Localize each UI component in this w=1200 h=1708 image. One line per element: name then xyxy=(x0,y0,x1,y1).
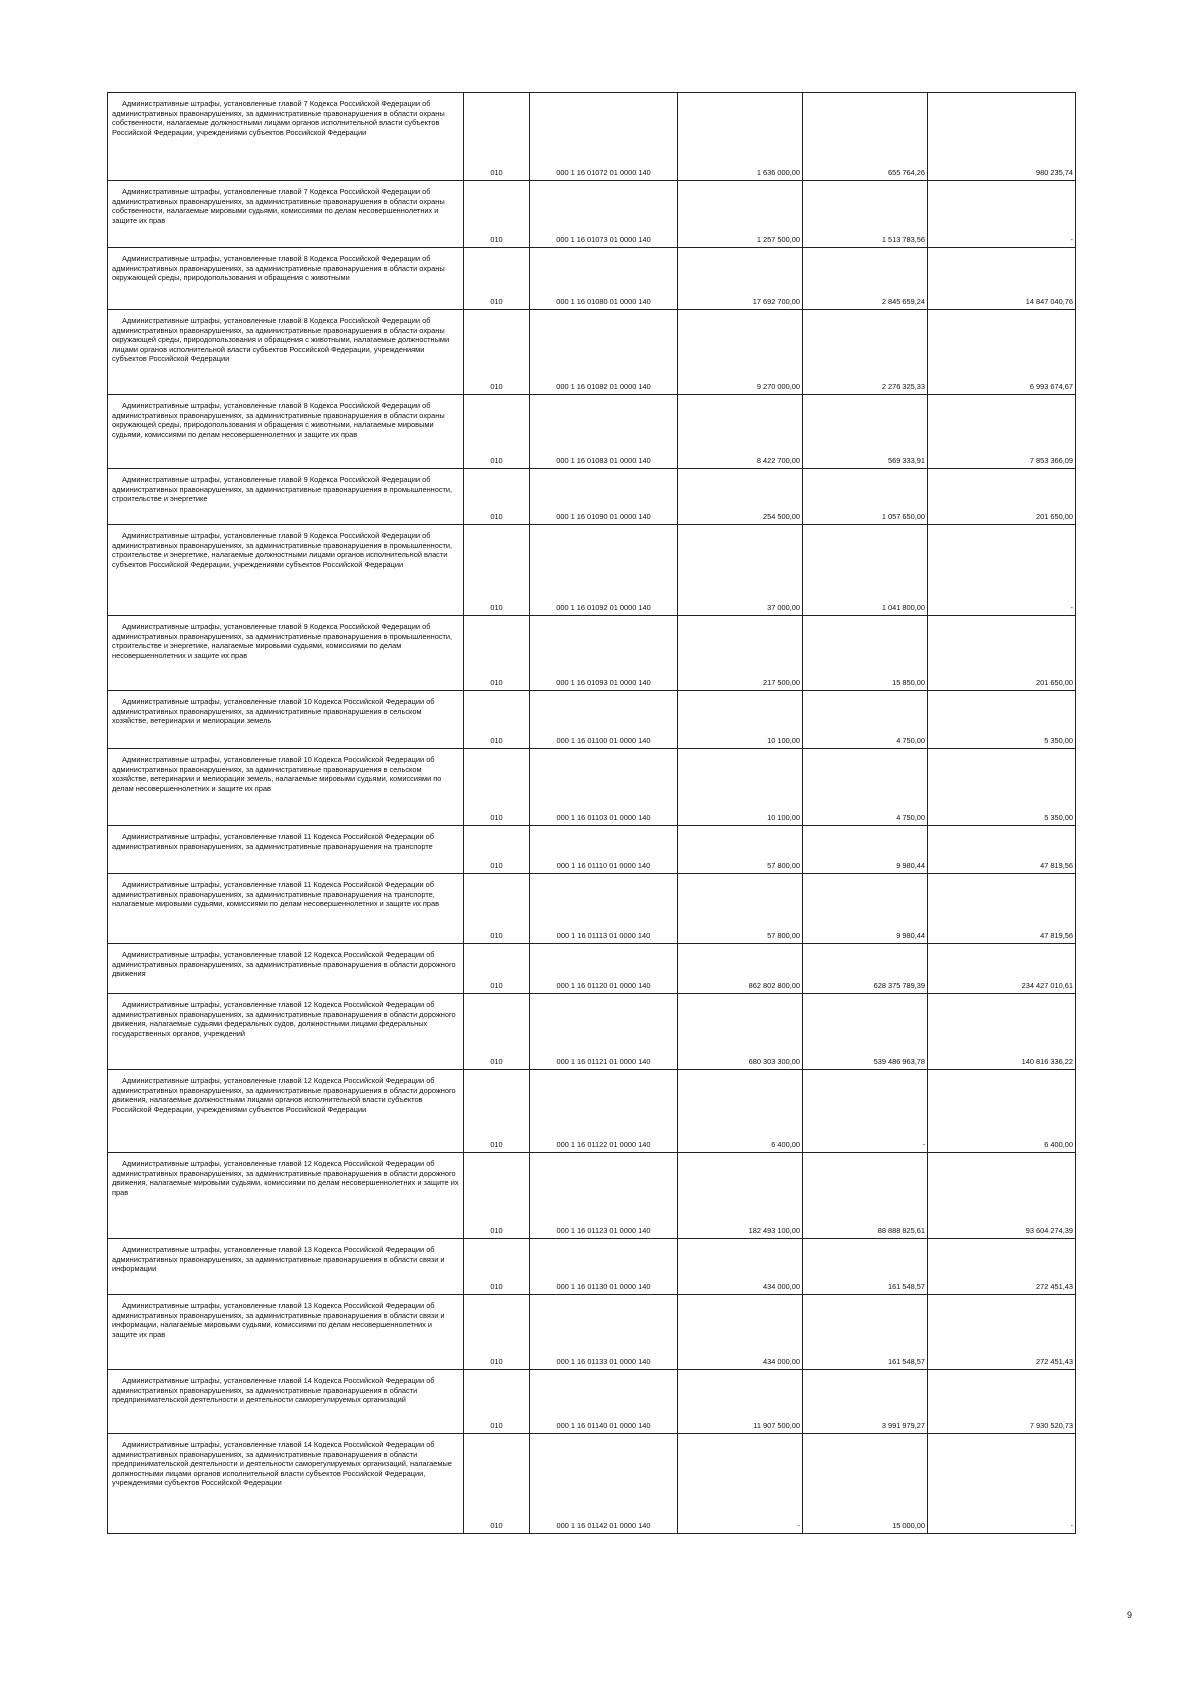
row-description: Административные штрафы, установленные главой 8 Кодекса Российской Федерации об административных правонарушениях, за административные правонарушения в области охраны окружающей среды, природопользования и обращения с животными xyxy=(108,248,464,310)
row-approved: - xyxy=(678,1434,803,1534)
row-executed: 628 375 789,39 xyxy=(803,944,928,994)
row-description: Административные штрафы, установленные главой 11 Кодекса Российской Федерации об административных правонарушениях, за административные правонарушения на транспорте, налагаемые мировыми судьями, комиссиями по делам несовершеннолетних и защите их прав xyxy=(108,874,464,944)
row-approved: 37 000,00 xyxy=(678,525,803,616)
row-approved: 17 692 700,00 xyxy=(678,248,803,310)
row-code: 010 xyxy=(464,469,530,525)
row-executed: 539 486 963,78 xyxy=(803,994,928,1070)
row-remainder: 6 993 674,67 xyxy=(928,310,1076,395)
table-body xyxy=(108,93,1076,1534)
row-remainder: 201 650,00 xyxy=(928,616,1076,691)
row-kbk: 000 1 16 01073 01 0000 140 xyxy=(530,181,678,248)
row-remainder: - xyxy=(928,525,1076,616)
row-kbk: 000 1 16 01140 01 0000 140 xyxy=(530,1370,678,1434)
row-executed: 655 764,26 xyxy=(803,93,928,181)
row-code: 010 xyxy=(464,826,530,874)
row-executed: 3 991 979,27 xyxy=(803,1370,928,1434)
row-kbk: 000 1 16 01122 01 0000 140 xyxy=(530,1070,678,1153)
row-description: Административные штрафы, установленные главой 13 Кодекса Российской Федерации об административных правонарушениях, за административные правонарушения в области связи и информации xyxy=(108,1239,464,1295)
table-row xyxy=(108,310,1076,395)
row-approved: 434 000,00 xyxy=(678,1295,803,1370)
table-row xyxy=(108,944,1076,994)
row-description: Административные штрафы, установленные главой 8 Кодекса Российской Федерации об административных правонарушениях, за административные правонарушения в области охраны окружающей среды, природопользования и обращения с животными, налагаемые мировыми судьями, комиссиями по делам несовершеннолетних и защите их прав xyxy=(108,395,464,469)
row-code: 010 xyxy=(464,1370,530,1434)
row-executed: 9 980,44 xyxy=(803,826,928,874)
row-executed: 2 276 325,33 xyxy=(803,310,928,395)
table-row xyxy=(108,1239,1076,1295)
row-remainder: 272 451,43 xyxy=(928,1239,1076,1295)
row-remainder: 980 235,74 xyxy=(928,93,1076,181)
row-code: 010 xyxy=(464,1295,530,1370)
row-description: Административные штрафы, установленные главой 10 Кодекса Российской Федерации об административных правонарушениях, за административные правонарушения в сельском хозяйстве, ветеринарии и мелиорации земель, налагаемые мировыми судьями, комиссиями по делам несовершеннолетних и защите их прав xyxy=(108,749,464,826)
row-kbk: 000 1 16 01130 01 0000 140 xyxy=(530,1239,678,1295)
row-remainder: 5 350,00 xyxy=(928,749,1076,826)
row-remainder: 7 930 520,73 xyxy=(928,1370,1076,1434)
table-row xyxy=(108,395,1076,469)
row-code: 010 xyxy=(464,248,530,310)
row-kbk: 000 1 16 01093 01 0000 140 xyxy=(530,616,678,691)
row-remainder: - xyxy=(928,1434,1076,1534)
row-code: 010 xyxy=(464,310,530,395)
row-kbk: 000 1 16 01113 01 0000 140 xyxy=(530,874,678,944)
row-description: Административные штрафы, установленные главой 14 Кодекса Российской Федерации об административных правонарушениях, за административные правонарушения в области предпринимательской деятельности и деятельности саморегулируемых организаций, налагаемые должностными лицами органов исполнительной власти субъектов Российской Федерации, учреждениями субъектов Российской Федерации xyxy=(108,1434,464,1534)
row-remainder: 140 816 336,22 xyxy=(928,994,1076,1070)
table-row xyxy=(108,1434,1076,1534)
row-approved: 10 100,00 xyxy=(678,691,803,749)
table-row xyxy=(108,874,1076,944)
table-row xyxy=(108,181,1076,248)
row-code: 010 xyxy=(464,1434,530,1534)
table-row xyxy=(108,691,1076,749)
row-remainder: 201 650,00 xyxy=(928,469,1076,525)
table-row xyxy=(108,616,1076,691)
row-remainder: 47 819,56 xyxy=(928,874,1076,944)
row-approved: 680 303 300,00 xyxy=(678,994,803,1070)
row-remainder: 5 350,00 xyxy=(928,691,1076,749)
table-row xyxy=(108,749,1076,826)
row-executed: 1 057 650,00 xyxy=(803,469,928,525)
row-description: Административные штрафы, установленные главой 7 Кодекса Российской Федерации об административных правонарушениях, за административные правонарушения в области охраны собственности, налагаемые мировыми судьями, комиссиями по делам несовершеннолетних и защите их прав xyxy=(108,181,464,248)
row-executed: 161 548,57 xyxy=(803,1239,928,1295)
row-executed: - xyxy=(803,1070,928,1153)
page-number: 9 xyxy=(1127,1610,1133,1620)
row-kbk: 000 1 16 01121 01 0000 140 xyxy=(530,994,678,1070)
row-approved: 10 100,00 xyxy=(678,749,803,826)
row-code: 010 xyxy=(464,525,530,616)
row-remainder: 7 853 366,09 xyxy=(928,395,1076,469)
table-row xyxy=(108,1070,1076,1153)
row-approved: 1 257 500,00 xyxy=(678,181,803,248)
row-code: 010 xyxy=(464,944,530,994)
row-executed: 88 888 825,61 xyxy=(803,1153,928,1239)
row-kbk: 000 1 16 01092 01 0000 140 xyxy=(530,525,678,616)
row-code: 010 xyxy=(464,1153,530,1239)
table-row xyxy=(108,826,1076,874)
row-remainder: 93 604 274,39 xyxy=(928,1153,1076,1239)
row-description: Административные штрафы, установленные главой 10 Кодекса Российской Федерации об административных правонарушениях, за административные правонарушения в сельском хозяйстве, ветеринарии и мелиорации земель xyxy=(108,691,464,749)
row-executed: 4 750,00 xyxy=(803,691,928,749)
row-description: Административные штрафы, установленные главой 9 Кодекса Российской Федерации об административных правонарушениях, за административные правонарушения в промышленности, строительстве и энергетике, налагаемые мировыми судьями, комиссиями по делам несовершеннолетних и защите их прав xyxy=(108,616,464,691)
row-description: Административные штрафы, установленные главой 9 Кодекса Российской Федерации об административных правонарушениях, за административные правонарушения в промышленности, строительстве и энергетике, налагаемые должностными лицами органов исполнительной власти субъектов Российской Федерации, учреждениями субъектов Российской Федерации xyxy=(108,525,464,616)
row-kbk: 000 1 16 01083 01 0000 140 xyxy=(530,395,678,469)
row-approved: 57 800,00 xyxy=(678,874,803,944)
row-kbk: 000 1 16 01133 01 0000 140 xyxy=(530,1295,678,1370)
row-executed: 15 850,00 xyxy=(803,616,928,691)
row-code: 010 xyxy=(464,395,530,469)
table-row xyxy=(108,994,1076,1070)
row-approved: 254 500,00 xyxy=(678,469,803,525)
row-approved: 1 636 000,00 xyxy=(678,93,803,181)
row-kbk: 000 1 16 01090 01 0000 140 xyxy=(530,469,678,525)
table-row xyxy=(108,1370,1076,1434)
row-description: Административные штрафы, установленные главой 12 Кодекса Российской Федерации об административных правонарушениях, за административные правонарушения в области дорожного движения xyxy=(108,944,464,994)
row-description: Административные штрафы, установленные главой 13 Кодекса Российской Федерации об административных правонарушениях, за административные правонарушения в области связи и информации, налагаемые мировыми судьями, комиссиями по делам несовершеннолетних и защите их прав xyxy=(108,1295,464,1370)
row-approved: 217 500,00 xyxy=(678,616,803,691)
row-description: Административные штрафы, установленные главой 7 Кодекса Российской Федерации об административных правонарушениях, за административные правонарушения в области охраны собственности, налагаемые должностными лицами органов исполнительной власти субъектов Российской Федерации, учреждениями субъектов Российской Федерации xyxy=(108,93,464,181)
row-executed: 1 513 783,56 xyxy=(803,181,928,248)
row-code: 010 xyxy=(464,994,530,1070)
row-code: 010 xyxy=(464,1070,530,1153)
row-description: Административные штрафы, установленные главой 14 Кодекса Российской Федерации об административных правонарушениях, за административные правонарушения в области предпринимательской деятельности и деятельности саморегулируемых организаций xyxy=(108,1370,464,1434)
row-code: 010 xyxy=(464,1239,530,1295)
row-kbk: 000 1 16 01080 01 0000 140 xyxy=(530,248,678,310)
row-code: 010 xyxy=(464,749,530,826)
row-approved: 8 422 700,00 xyxy=(678,395,803,469)
row-description: Административные штрафы, установленные главой 12 Кодекса Российской Федерации об административных правонарушениях, за административные правонарушения в области дорожного движения, налагаемые должностными лицами органов исполнительной власти субъектов Российской Федерации, учреждениями субъектов Российской Федерации xyxy=(108,1070,464,1153)
row-remainder: 14 847 040,76 xyxy=(928,248,1076,310)
row-remainder: 47 819,56 xyxy=(928,826,1076,874)
row-kbk: 000 1 16 01082 01 0000 140 xyxy=(530,310,678,395)
row-kbk: 000 1 16 01103 01 0000 140 xyxy=(530,749,678,826)
row-approved: 182 493 100,00 xyxy=(678,1153,803,1239)
row-code: 010 xyxy=(464,874,530,944)
row-description: Административные штрафы, установленные главой 9 Кодекса Российской Федерации об административных правонарушениях, за административные правонарушения в промышленности, строительстве и энергетике xyxy=(108,469,464,525)
row-executed: 1 041 800,00 xyxy=(803,525,928,616)
row-approved: 6 400,00 xyxy=(678,1070,803,1153)
row-approved: 9 270 000,00 xyxy=(678,310,803,395)
row-executed: 4 750,00 xyxy=(803,749,928,826)
report-sheet xyxy=(107,92,1075,1534)
row-executed: 2 845 659,24 xyxy=(803,248,928,310)
row-kbk: 000 1 16 01142 01 0000 140 xyxy=(530,1434,678,1534)
row-description: Административные штрафы, установленные главой 8 Кодекса Российской Федерации об административных правонарушениях, за административные правонарушения в области охраны окружающей среды, природопользования и обращения с животными, налагаемые должностными лицами органов исполнительной власти субъектов Российской Федерации, учреждениями субъектов Российской Федерации xyxy=(108,310,464,395)
table-row xyxy=(108,1153,1076,1239)
row-remainder: 234 427 010,61 xyxy=(928,944,1076,994)
row-executed: 9 980,44 xyxy=(803,874,928,944)
row-description: Административные штрафы, установленные главой 12 Кодекса Российской Федерации об административных правонарушениях, за административные правонарушения в области дорожного движения, налагаемые мировыми судьями, комиссиями по делам несовершеннолетних и защите их прав xyxy=(108,1153,464,1239)
row-remainder: 6 400,00 xyxy=(928,1070,1076,1153)
table-row xyxy=(108,469,1076,525)
row-description: Административные штрафы, установленные главой 11 Кодекса Российской Федерации об административных правонарушениях, за административные правонарушения на транспорте xyxy=(108,826,464,874)
row-code: 010 xyxy=(464,181,530,248)
row-code: 010 xyxy=(464,616,530,691)
row-approved: 11 907 500,00 xyxy=(678,1370,803,1434)
row-approved: 57 800,00 xyxy=(678,826,803,874)
row-code: 010 xyxy=(464,691,530,749)
row-approved: 862 802 800,00 xyxy=(678,944,803,994)
revenue-table xyxy=(107,92,1076,1534)
row-executed: 569 333,91 xyxy=(803,395,928,469)
row-kbk: 000 1 16 01072 01 0000 140 xyxy=(530,93,678,181)
row-approved: 434 000,00 xyxy=(678,1239,803,1295)
row-kbk: 000 1 16 01110 01 0000 140 xyxy=(530,826,678,874)
row-kbk: 000 1 16 01123 01 0000 140 xyxy=(530,1153,678,1239)
table-row xyxy=(108,93,1076,181)
row-kbk: 000 1 16 01120 01 0000 140 xyxy=(530,944,678,994)
table-row xyxy=(108,248,1076,310)
row-executed: 15 000,00 xyxy=(803,1434,928,1534)
row-remainder: 272 451,43 xyxy=(928,1295,1076,1370)
table-row xyxy=(108,525,1076,616)
table-row xyxy=(108,1295,1076,1370)
row-code: 010 xyxy=(464,93,530,181)
row-description: Административные штрафы, установленные главой 12 Кодекса Российской Федерации об административных правонарушениях, за административные правонарушения в области дорожного движения, налагаемые судьями федеральных судов, должностными лицами федеральных государственных органов, учреждений xyxy=(108,994,464,1070)
row-executed: 161 548,57 xyxy=(803,1295,928,1370)
row-remainder: - xyxy=(928,181,1076,248)
row-kbk: 000 1 16 01100 01 0000 140 xyxy=(530,691,678,749)
